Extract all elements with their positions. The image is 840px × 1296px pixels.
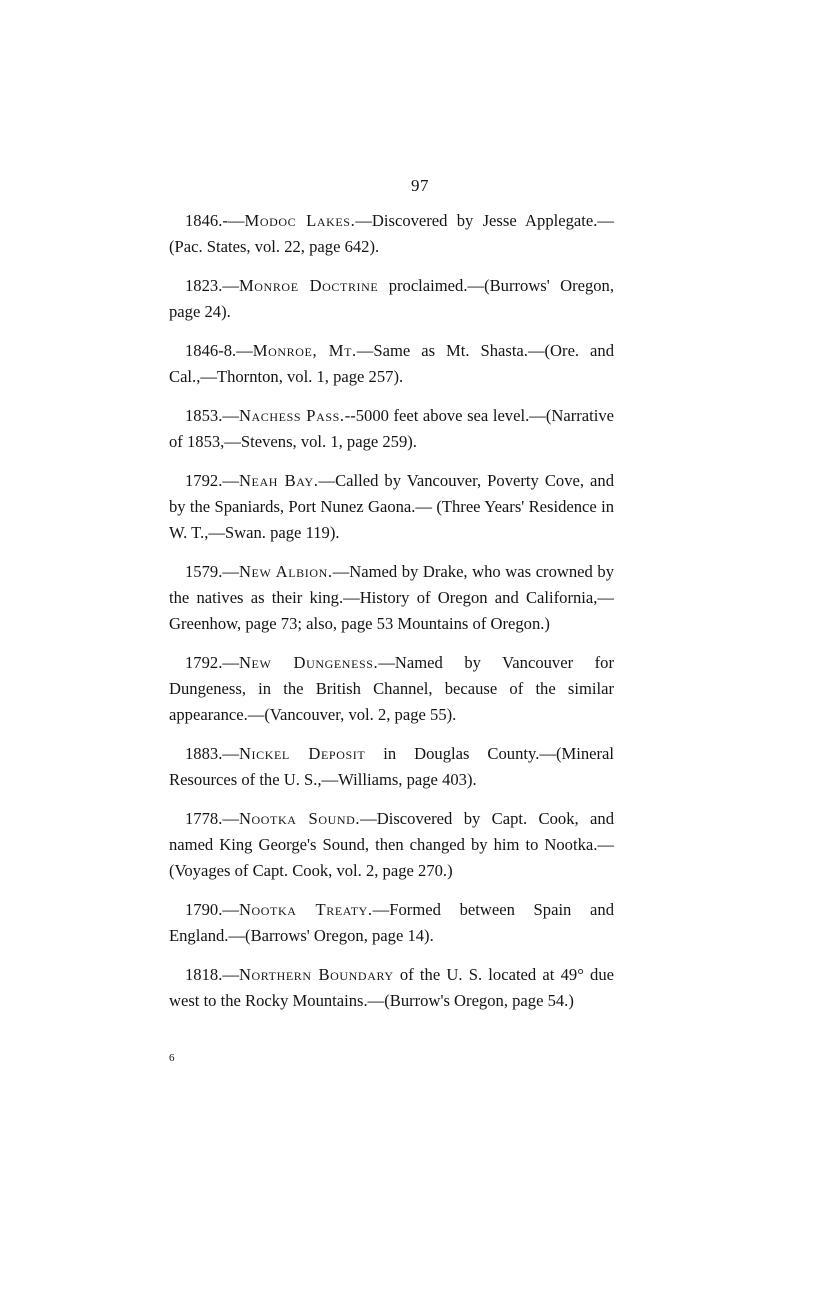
entry-name: Modoc Lakes. bbox=[244, 211, 356, 230]
entry-text: in Douglas County.—(Mineral Resources of the U. S.,—Williams, page 403). bbox=[169, 744, 614, 789]
entry-list bbox=[169, 208, 614, 1027]
entry-modoc-lakes bbox=[169, 208, 614, 260]
entry-date: 1853.— bbox=[185, 406, 239, 425]
entry-northern-boundary bbox=[169, 962, 614, 1014]
signature-mark: 6 bbox=[169, 1052, 175, 1064]
entry-name: Nachess Pass. bbox=[238, 406, 345, 425]
entry-new-dungeness bbox=[169, 650, 614, 728]
entry-date: 1823.— bbox=[185, 276, 239, 295]
entry-text: —Discovered by Jesse Applegate.—(Pac. States, vol. 22, page 642). bbox=[169, 211, 614, 256]
entry-text: --5000 feet above sea level.—(Narrative of 1853,—Stevens, vol. 1, page 259). bbox=[169, 406, 614, 451]
entry-name: Nootka Treaty. bbox=[238, 900, 373, 919]
entry-name: Nootka Sound. bbox=[238, 809, 361, 828]
entry-name: Nickel Deposit bbox=[238, 744, 366, 763]
entry-text: —Called by Vancouver, Poverty Cove, and by the Spaniards, Port Nunez Gaona.— (Three Years' Residence in W. T.,—Swan. page 119). bbox=[169, 471, 614, 542]
entry-text: —Formed between Spain and England.—(Barrows' Oregon, page 14). bbox=[169, 900, 614, 945]
entry-name: Monroe, Mt. bbox=[252, 341, 357, 360]
entry-text: —Named by Drake, who was crowned by the natives as their king.—History of Oregon and California,—Greenhow, page 73; also, page 53 Mountains of Oregon.) bbox=[169, 562, 614, 633]
entry-date: 1778.— bbox=[185, 809, 239, 828]
entry-date: 1792.— bbox=[185, 471, 239, 490]
entry-name: Monroe Doctrine bbox=[238, 276, 379, 295]
entry-name: Neah Bay. bbox=[238, 471, 319, 490]
entry-text: proclaimed.—(Burrows' Oregon, page 24). bbox=[169, 276, 615, 321]
entry-text: —Discovered by Capt. Cook, and named King George's Sound, then changed by him to Nootka.—(Voyages of Capt. Cook, vol. 2, page 270.) bbox=[169, 809, 615, 880]
entry-text: —Same as Mt. Shasta.—(Ore. and Cal.,—Thornton, vol. 1, page 257). bbox=[169, 341, 614, 386]
entry-date: 1846-8.— bbox=[185, 341, 253, 360]
entry-text: of the U. S. located at 49° due west to the Rocky Mountains.—(Burrow's Oregon, page 54.) bbox=[169, 965, 614, 1010]
entry-date: 1883.— bbox=[185, 744, 239, 763]
entry-name: New Dungeness. bbox=[238, 653, 379, 672]
entry-date: 1846.-— bbox=[185, 211, 245, 230]
entry-nootka-treaty bbox=[169, 897, 614, 949]
entry-date: 1790.— bbox=[185, 900, 239, 919]
entry-text: —Named by Vancouver for Dungeness, in the British Channel, because of the similar appearance.—(Vancouver, vol. 2, page 55). bbox=[169, 653, 614, 724]
entry-date: 1818.— bbox=[185, 965, 239, 984]
entry-date: 1579.— bbox=[185, 562, 239, 581]
entry-monroe-doctrine bbox=[169, 273, 614, 325]
entry-name: New Albion. bbox=[238, 562, 333, 581]
entry-neah-bay bbox=[169, 468, 614, 546]
entry-nootka-sound bbox=[169, 806, 614, 884]
entry-nachess-pass bbox=[169, 403, 614, 455]
entry-monroe-mt bbox=[169, 338, 614, 390]
entry-new-albion bbox=[169, 559, 614, 637]
page-number: 97 bbox=[411, 176, 429, 195]
entry-nickel-deposit bbox=[169, 741, 614, 793]
entry-name: Northern Boundary bbox=[238, 965, 394, 984]
entry-date: 1792.— bbox=[185, 653, 239, 672]
